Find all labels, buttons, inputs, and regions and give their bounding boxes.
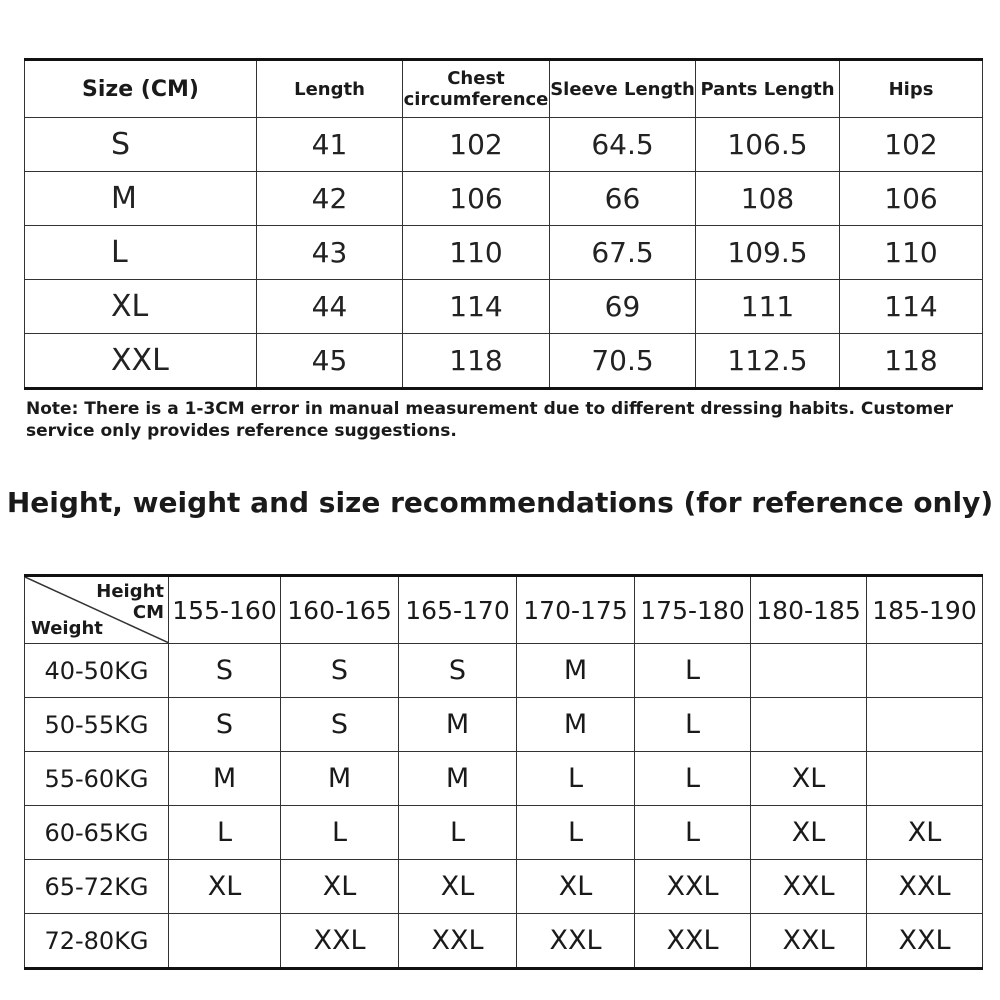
- height-range-header: 155-160: [169, 576, 281, 644]
- measurement-cell: 102: [403, 118, 550, 172]
- size-label: L: [25, 226, 257, 280]
- recommended-size-cell: XXL: [867, 860, 983, 914]
- height-range-header: 165-170: [399, 576, 517, 644]
- measurement-cell: 42: [257, 172, 403, 226]
- recommended-size-cell: [867, 752, 983, 806]
- measurement-cell: 106.5: [696, 118, 840, 172]
- measurement-cell: 114: [403, 280, 550, 334]
- recommended-size-cell: XL: [867, 806, 983, 860]
- measurement-cell: 66: [550, 172, 696, 226]
- size-recommendation-table: [24, 574, 983, 970]
- recommended-size-cell: XL: [751, 752, 867, 806]
- recommended-size-cell: XXL: [751, 914, 867, 969]
- measurement-cell: 112.5: [696, 334, 840, 389]
- measurement-cell: 118: [403, 334, 550, 389]
- measurement-cell: 69: [550, 280, 696, 334]
- recommended-size-cell: [867, 644, 983, 698]
- recommended-size-cell: S: [169, 644, 281, 698]
- weight-row: [25, 644, 983, 698]
- header-size: Size (CM): [25, 60, 257, 118]
- size-label: XL: [25, 280, 257, 334]
- recommended-size-cell: M: [399, 752, 517, 806]
- size-label: M: [25, 172, 257, 226]
- recommended-size-cell: S: [169, 698, 281, 752]
- recommended-size-cell: XXL: [399, 914, 517, 969]
- measurement-cell: 109.5: [696, 226, 840, 280]
- recommended-size-cell: M: [517, 644, 635, 698]
- measurement-cell: 45: [257, 334, 403, 389]
- size-label: XXL: [25, 334, 257, 389]
- size-row: [25, 334, 983, 389]
- header-pants: Pants Length: [696, 60, 840, 118]
- height-range-header: 160-165: [281, 576, 399, 644]
- recommended-size-cell: L: [635, 698, 751, 752]
- recommended-size-cell: XL: [281, 860, 399, 914]
- measurement-cell: 43: [257, 226, 403, 280]
- recommended-size-cell: M: [281, 752, 399, 806]
- recommended-size-cell: [751, 698, 867, 752]
- weight-row: [25, 806, 983, 860]
- recommended-size-cell: XL: [517, 860, 635, 914]
- weight-range-label: 55-60KG: [25, 752, 169, 806]
- height-range-header: 185-190: [867, 576, 983, 644]
- header-chest: Chest circumference: [403, 60, 550, 118]
- recommended-size-cell: M: [517, 698, 635, 752]
- measurement-cell: 111: [696, 280, 840, 334]
- size-row: [25, 280, 983, 334]
- measurement-cell: 106: [403, 172, 550, 226]
- height-range-header: 170-175: [517, 576, 635, 644]
- size-label: S: [25, 118, 257, 172]
- size-row: [25, 118, 983, 172]
- recommended-size-cell: XXL: [635, 860, 751, 914]
- recommended-size-cell: M: [399, 698, 517, 752]
- weight-range-label: 72-80KG: [25, 914, 169, 969]
- height-header-row: [25, 576, 983, 644]
- corner-weight-label: Weight: [31, 618, 103, 639]
- measurement-cell: 108: [696, 172, 840, 226]
- measurement-cell: 118: [840, 334, 983, 389]
- recommended-size-cell: L: [635, 752, 751, 806]
- height-range-header: 175-180: [635, 576, 751, 644]
- weight-range-label: 65-72KG: [25, 860, 169, 914]
- recommended-size-cell: XXL: [517, 914, 635, 969]
- recommended-size-cell: L: [635, 806, 751, 860]
- recommended-size-cell: [867, 698, 983, 752]
- measurement-cell: 102: [840, 118, 983, 172]
- corner-cell: [25, 576, 169, 644]
- size-row: [25, 172, 983, 226]
- weight-range-label: 60-65KG: [25, 806, 169, 860]
- measurement-cell: 106: [840, 172, 983, 226]
- weight-row: [25, 914, 983, 969]
- weight-row: [25, 860, 983, 914]
- measurement-cell: 64.5: [550, 118, 696, 172]
- recommended-size-cell: XXL: [635, 914, 751, 969]
- recommended-size-cell: XXL: [281, 914, 399, 969]
- header-sleeve: Sleeve Length: [550, 60, 696, 118]
- size-chart-header-row: [25, 60, 983, 118]
- recommended-size-cell: XL: [751, 806, 867, 860]
- weight-row: [25, 752, 983, 806]
- measurement-cell: 67.5: [550, 226, 696, 280]
- recommendation-title: Height, weight and size recommendations (for reference only): [6, 486, 994, 519]
- weight-range-label: 40-50KG: [25, 644, 169, 698]
- recommended-size-cell: S: [281, 698, 399, 752]
- recommended-size-cell: S: [399, 644, 517, 698]
- recommended-size-cell: L: [281, 806, 399, 860]
- measurement-cell: 41: [257, 118, 403, 172]
- recommended-size-cell: S: [281, 644, 399, 698]
- header-length: Length: [257, 60, 403, 118]
- measurement-note: Note: There is a 1-3CM error in manual measurement due to different dressing habits. Customer service only provides reference suggestions.: [26, 399, 954, 441]
- measurement-cell: 114: [840, 280, 983, 334]
- recommended-size-cell: XXL: [751, 860, 867, 914]
- recommended-size-cell: L: [517, 752, 635, 806]
- measurement-cell: 110: [840, 226, 983, 280]
- recommended-size-cell: [751, 644, 867, 698]
- corner-cm-label: CM: [132, 602, 164, 623]
- measurement-cell: 70.5: [550, 334, 696, 389]
- recommended-size-cell: L: [517, 806, 635, 860]
- recommended-size-cell: XL: [169, 860, 281, 914]
- measurement-cell: 44: [257, 280, 403, 334]
- weight-range-label: 50-55KG: [25, 698, 169, 752]
- size-row: [25, 226, 983, 280]
- recommended-size-cell: XL: [399, 860, 517, 914]
- weight-row: [25, 698, 983, 752]
- recommended-size-cell: [169, 914, 281, 969]
- recommended-size-cell: M: [169, 752, 281, 806]
- measurement-cell: 110: [403, 226, 550, 280]
- recommended-size-cell: L: [399, 806, 517, 860]
- size-chart-table: [24, 58, 983, 390]
- corner-height-label: Height CM: [96, 581, 164, 623]
- height-range-header: 180-185: [751, 576, 867, 644]
- recommended-size-cell: XXL: [867, 914, 983, 969]
- recommended-size-cell: L: [635, 644, 751, 698]
- header-hips: Hips: [840, 60, 983, 118]
- recommended-size-cell: L: [169, 806, 281, 860]
